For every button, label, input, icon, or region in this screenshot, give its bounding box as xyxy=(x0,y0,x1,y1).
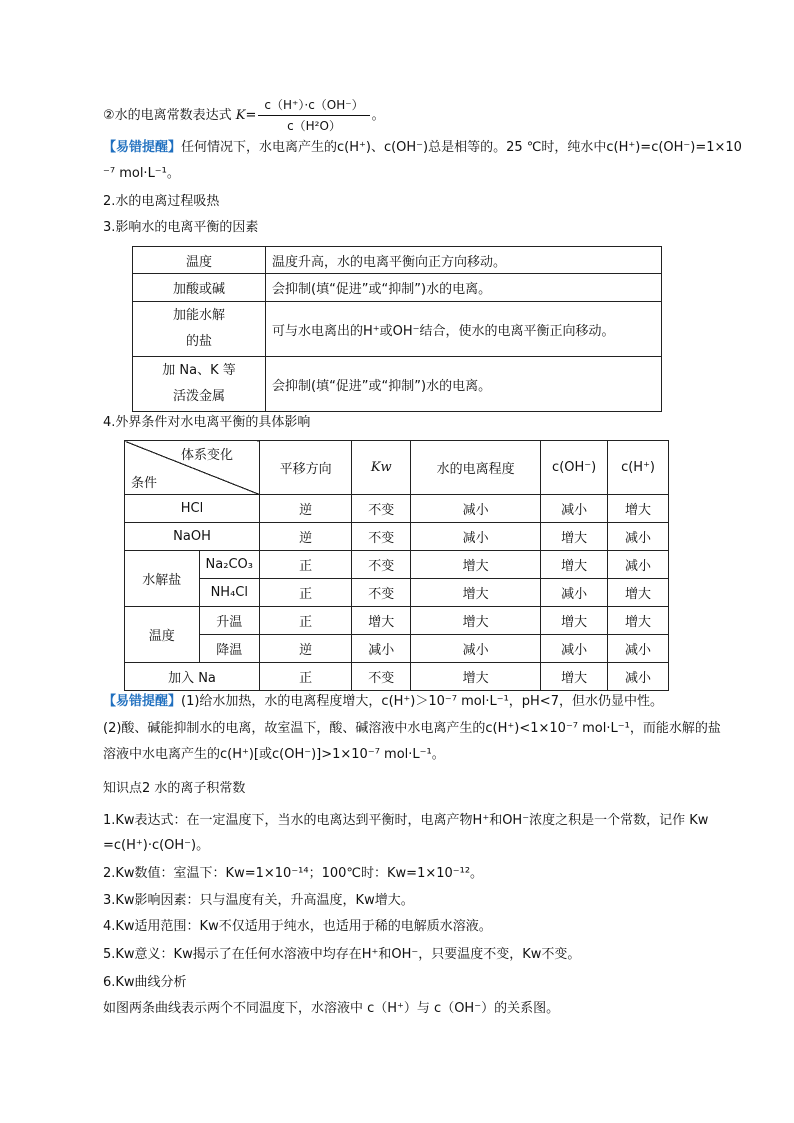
value-cell: 逆 xyxy=(259,495,351,523)
formula-denominator: c（H²O） xyxy=(287,119,341,133)
tip1-label: 【易错提醒】 xyxy=(103,140,182,155)
corner-top-label: 体系变化 xyxy=(180,448,233,463)
table-row xyxy=(125,663,669,691)
formula-prefix: ②水的电离常数表达式 xyxy=(103,108,236,123)
value-cell: 增大 xyxy=(352,607,411,635)
header-cell: 水的电离程度 xyxy=(411,441,541,495)
value-cell: 不变 xyxy=(352,551,411,579)
tip1-line2 xyxy=(103,165,180,183)
table-row xyxy=(125,635,669,663)
factor-cell xyxy=(133,357,266,412)
kw-line-1: 1.Kw表达式：在一定温度下，当水的电离达到平衡时，电离产物H⁺和OH⁻浓度之积是一个常数，记作 Kw xyxy=(103,813,709,828)
kw-line-6: 5.Kw意义：Kw揭示了在任何水溶液中均存在H⁺和OH⁻，只要温度不变，Kw不变。 xyxy=(103,947,581,962)
value-cell: 逆 xyxy=(259,635,351,663)
condition-cell: 降温 xyxy=(199,635,259,663)
factor-text-b: 的盐 xyxy=(185,334,212,349)
value-cell: 不变 xyxy=(352,579,411,607)
value-cell: 减小 xyxy=(352,635,411,663)
value-cell: 减小 xyxy=(541,495,608,523)
value-cell: 正 xyxy=(259,663,351,691)
tip1-line1 xyxy=(103,139,742,157)
condition-cell: 加入 Na xyxy=(125,663,260,691)
effect-cell: 可与水电离出的H⁺或OH⁻结合，使水的电离平衡正向移动。 xyxy=(266,302,662,357)
tip1-text-b: ⁻⁷ mol·L⁻¹。 xyxy=(103,166,180,181)
value-cell: 逆 xyxy=(259,523,351,551)
effect-cell: 会抑制(填“促进”或“抑制”)水的电离。 xyxy=(266,274,662,302)
formula-end: 。 xyxy=(371,108,385,123)
factor-table xyxy=(132,246,662,412)
conditions-table xyxy=(124,440,669,691)
tip2-line1 xyxy=(103,693,663,711)
kw-line-5: 4.Kw适用范围：Kw不仅适用于纯水，也适用于稀的电解质水溶液。 xyxy=(103,919,492,934)
value-cell: 减小 xyxy=(411,495,541,523)
kw-line-2: =c(H⁺)·c(OH⁻)。 xyxy=(103,838,210,853)
tip2-line2: (2)酸、碱能抑制水的电离，故室温下，酸、碱溶液中水电离产生的c(H⁺)<1×10⁻⁷ mol·L⁻¹，而能水解的盐 xyxy=(103,721,721,736)
condition-cell: NaOH xyxy=(125,523,260,551)
value-cell: 减小 xyxy=(411,635,541,663)
factor-text-a: 加 Na、K 等 xyxy=(162,363,236,378)
knowledge-point-2-title: 知识点2 水的离子积常数 xyxy=(103,781,246,796)
factor-row xyxy=(133,357,662,412)
effect-cell: 会抑制(填“促进”或“抑制”)水的电离。 xyxy=(266,357,662,412)
table-row xyxy=(125,495,669,523)
group-cell: 水解盐 xyxy=(125,551,200,607)
factor-row xyxy=(133,274,662,302)
formula-fraction xyxy=(258,96,369,135)
condition-cell: NH₄Cl xyxy=(199,579,259,607)
value-cell: 增大 xyxy=(411,551,541,579)
value-cell: 不变 xyxy=(352,663,411,691)
formula-eq: = xyxy=(245,108,257,123)
tip2-line3: 溶液中水电离产生的c(H⁺)[或c(OH⁻)]>1×10⁻⁷ mol·L⁻¹。 xyxy=(103,747,445,762)
header-cell: c(OH⁻) xyxy=(541,441,608,495)
value-cell: 减小 xyxy=(541,635,608,663)
factor-text-b: 活泼金属 xyxy=(172,389,225,404)
header-cell: c(H⁺) xyxy=(608,441,669,495)
tip1-text-a: 任何情况下，水电离产生的c(H⁺)、c(OH⁻)总是相等的。25 ℃时，纯水中c(H⁺)=c(OH⁻)=1×10 xyxy=(181,140,742,155)
value-cell: 正 xyxy=(259,579,351,607)
kw-line-3: 2.Kw数值：室温下：Kw=1×10⁻¹⁴；100℃时：Kw=1×10⁻¹²。 xyxy=(103,866,484,881)
value-cell: 增大 xyxy=(608,579,669,607)
value-cell: 增大 xyxy=(608,495,669,523)
value-cell: 增大 xyxy=(541,523,608,551)
value-cell: 增大 xyxy=(411,579,541,607)
value-cell: 增大 xyxy=(608,607,669,635)
header-cell xyxy=(352,441,411,495)
kw-header: Kw xyxy=(370,460,392,475)
value-cell: 减小 xyxy=(541,579,608,607)
value-cell: 减小 xyxy=(608,663,669,691)
tip2-text-1: (1)给水加热，水的电离程度增大，c(H⁺)＞10⁻⁷ mol·L⁻¹，pH<7，但水仍显中性。 xyxy=(181,694,663,709)
value-cell: 正 xyxy=(259,607,351,635)
value-cell: 减小 xyxy=(411,523,541,551)
value-cell: 减小 xyxy=(608,551,669,579)
value-cell: 增大 xyxy=(541,663,608,691)
factor-row xyxy=(133,302,662,357)
value-cell: 增大 xyxy=(541,607,608,635)
kw-formula-line xyxy=(103,96,385,135)
value-cell: 增大 xyxy=(541,551,608,579)
condition-cell: 升温 xyxy=(199,607,259,635)
header-cell: 平移方向 xyxy=(259,441,351,495)
value-cell: 减小 xyxy=(608,523,669,551)
kw-line-4: 3.Kw影响因素：只与温度有关，升高温度，Kw增大。 xyxy=(103,893,414,908)
value-cell: 增大 xyxy=(411,607,541,635)
corner-bottom-label: 条件 xyxy=(131,476,158,491)
tip2-label: 【易错提醒】 xyxy=(103,694,182,709)
value-cell: 正 xyxy=(259,551,351,579)
item-2: 2.水的电离过程吸热 xyxy=(103,194,220,209)
condition-cell: HCl xyxy=(125,495,260,523)
condition-cell: Na₂CO₃ xyxy=(199,551,259,579)
table-row xyxy=(125,523,669,551)
value-cell: 不变 xyxy=(352,495,411,523)
factor-cell: 温度 xyxy=(133,247,266,274)
factor-row xyxy=(133,247,662,274)
factor-cell xyxy=(133,302,266,357)
group-cell: 温度 xyxy=(125,607,200,663)
table-row xyxy=(125,607,669,635)
value-cell: 增大 xyxy=(411,663,541,691)
factor-text-a: 加能水解 xyxy=(172,308,225,323)
table-row xyxy=(125,579,669,607)
kw-line-8: 如图两条曲线表示两个不同温度下，水溶液中 c（H⁺）与 c（OH⁻）的关系图。 xyxy=(103,1001,560,1016)
effect-cell: 温度升高，水的电离平衡向正方向移动。 xyxy=(266,247,662,274)
kw-line-7: 6.Kw曲线分析 xyxy=(103,975,187,990)
formula-numerator: c（H⁺）·c（OH⁻） xyxy=(258,96,369,116)
table-header-row xyxy=(125,441,669,495)
formula-k: K xyxy=(235,108,246,123)
item-3: 3.影响水的电离平衡的因素 xyxy=(103,220,259,235)
table-row xyxy=(125,551,669,579)
value-cell: 减小 xyxy=(608,635,669,663)
factor-cell: 加酸或碱 xyxy=(133,274,266,302)
item-4: 4.外界条件对水电离平衡的具体影响 xyxy=(103,415,311,430)
diagonal-header xyxy=(125,441,260,495)
value-cell: 不变 xyxy=(352,523,411,551)
